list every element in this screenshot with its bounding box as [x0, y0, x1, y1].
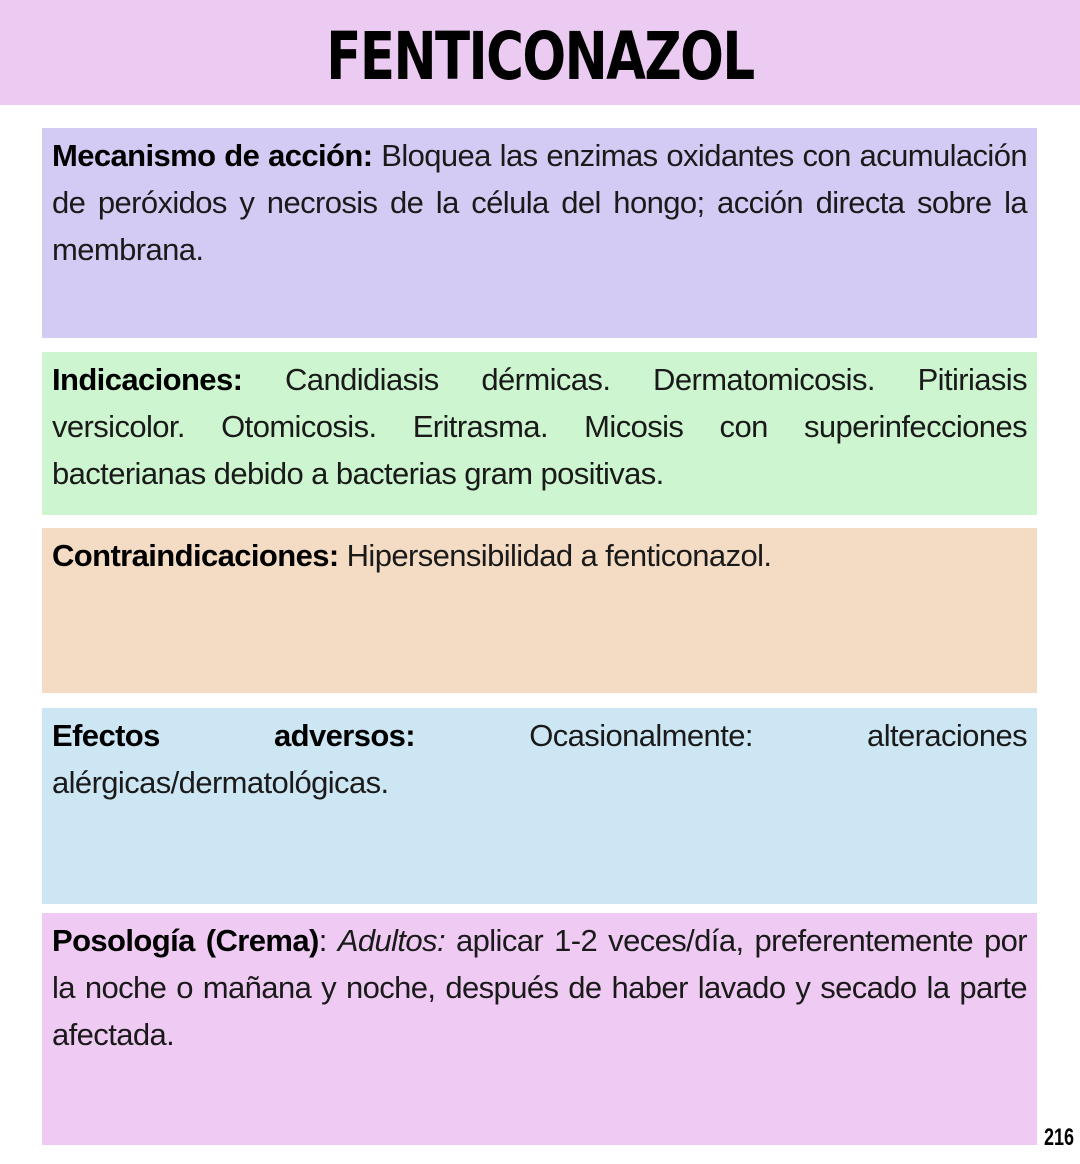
contraindications-label: Contraindicaciones:: [52, 538, 339, 573]
indications-section: [42, 352, 1037, 515]
dosage-text: aplicar 1-2 veces/día, preferentemente por la noche o mañana y noche, después de haber lavado y secado la parte afectada.: [52, 923, 1027, 1052]
adverse-effects-section: [42, 708, 1037, 904]
adverse-effects-text: Ocasionalmente: alteraciones alérgicas/dermatológicas.: [52, 718, 1028, 800]
mechanism-text: Bloquea las enzimas oxidantes con acumulación de peróxidos y necrosis de la célula del hongo; acción directa sobre la membrana.: [52, 138, 1027, 267]
adverse-effects-label: Efectos adversos:: [52, 718, 416, 753]
indications-label: Indicaciones:: [52, 362, 243, 397]
contraindications-text: Hipersensibilidad a fenticonazol.: [338, 538, 772, 573]
dosage-colon: :: [318, 923, 338, 958]
dosage-label: Posología (Crema): [52, 923, 319, 958]
contraindications-section: [42, 528, 1037, 693]
mechanism-section: [42, 128, 1037, 338]
indications-text: Candidiasis dérmicas. Dermatomicosis. Pitiriasis versicolor. Otomicosis. Eritrasma. Micosis con superinfecciones bacterianas debido a bacterias gram positivas.: [52, 362, 1027, 491]
page-title: FENTICONAZOL: [326, 18, 754, 95]
mechanism-label: Mecanismo de acción:: [52, 138, 373, 173]
dosage-adults-label: Adultos:: [337, 923, 445, 958]
page-number: 216: [1043, 1124, 1074, 1151]
dosage-section: [42, 913, 1037, 1145]
title-banner: [0, 0, 1080, 105]
